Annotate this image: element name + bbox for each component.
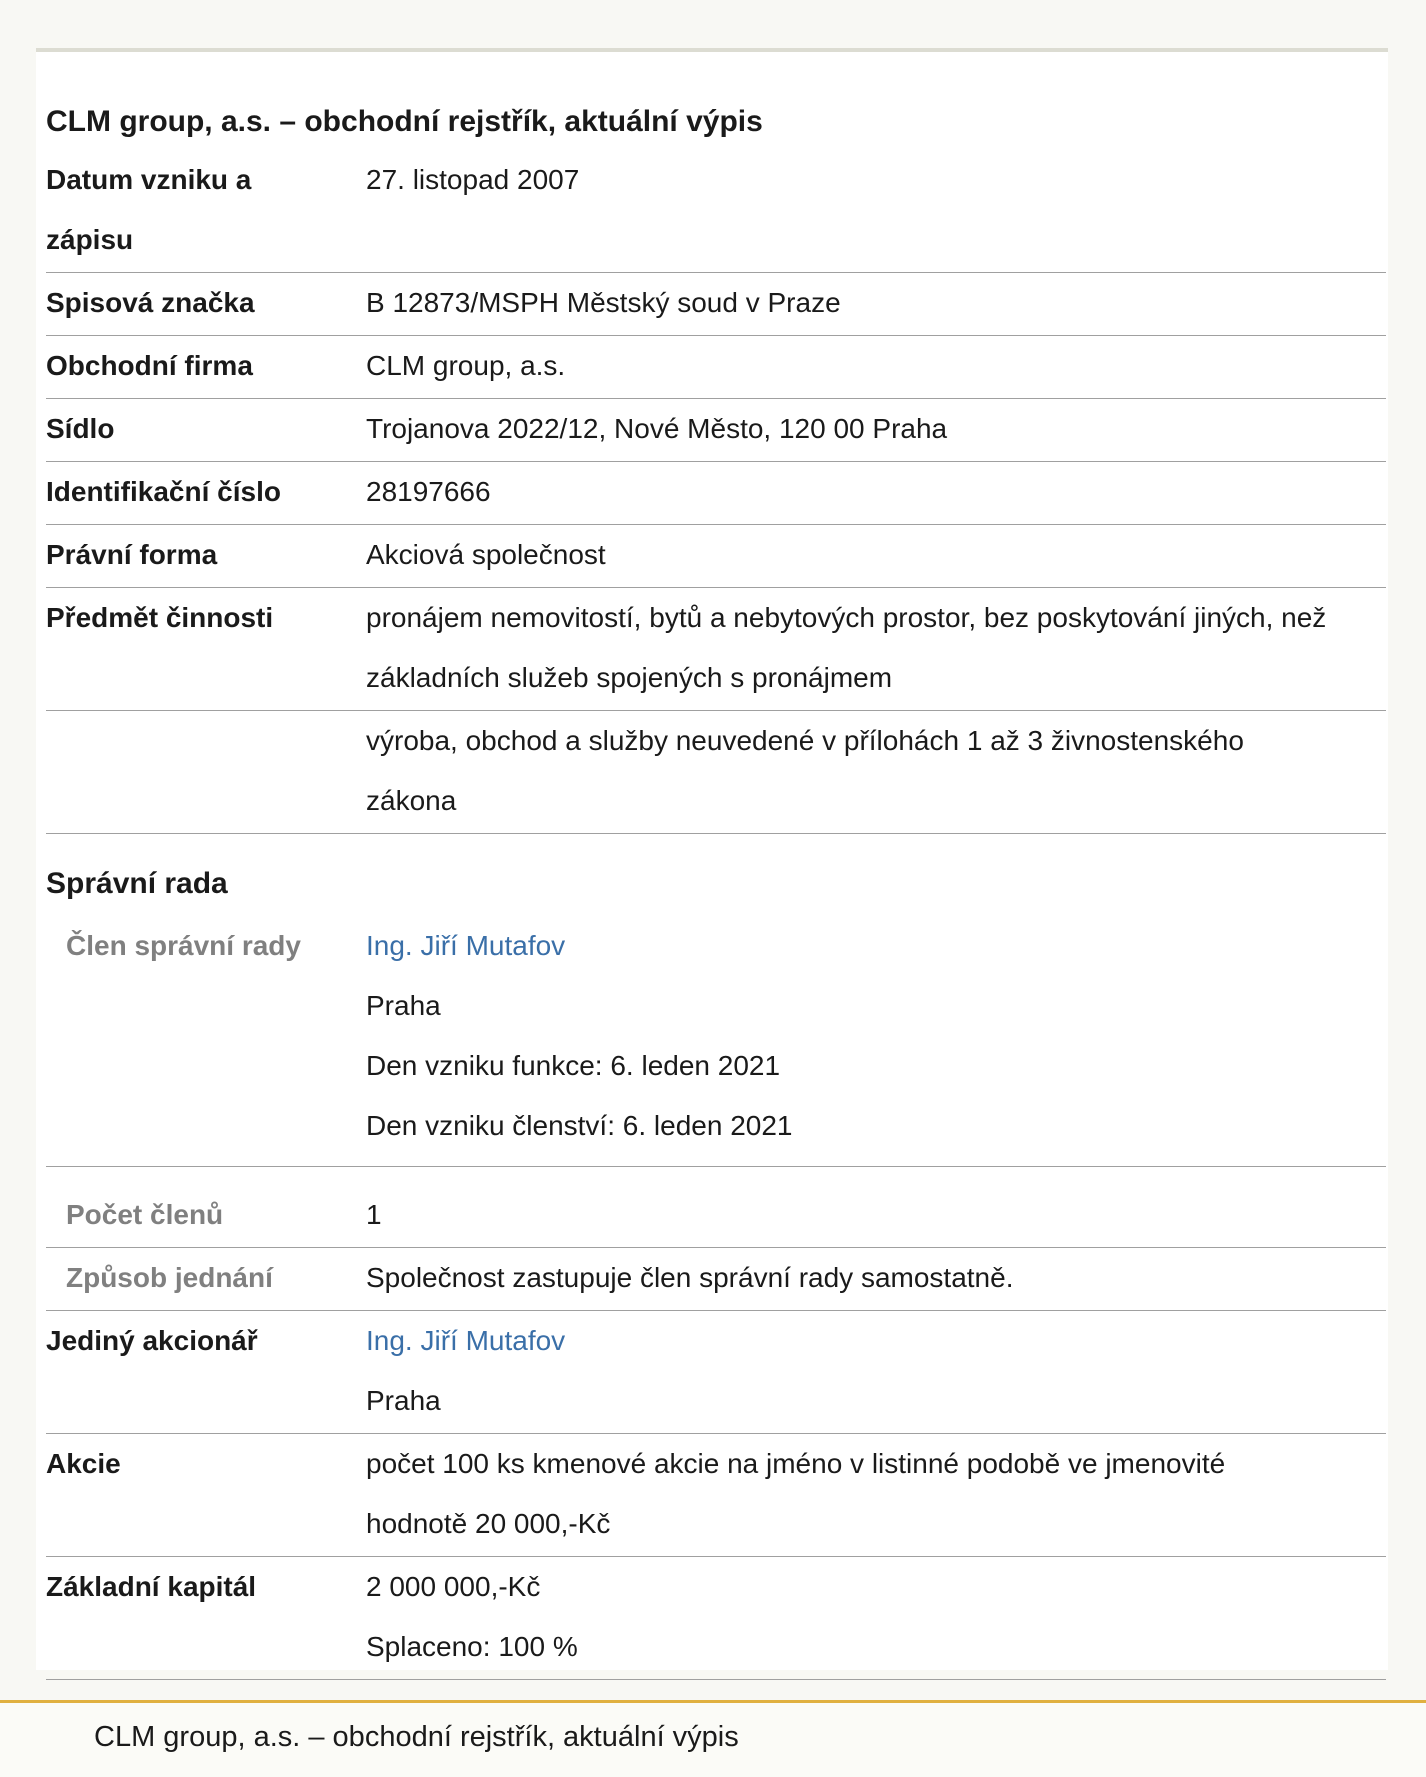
section-heading: Správní rada bbox=[46, 867, 228, 900]
row-label-sidlo: Sídlo bbox=[46, 413, 115, 444]
capital-label: Základní kapitál bbox=[46, 1571, 257, 1602]
table-row bbox=[46, 1311, 1386, 1434]
table-row bbox=[46, 525, 1386, 588]
row-value-ico: 28197666 bbox=[366, 476, 491, 507]
row-value-sidlo: Trojanova 2022/12, Nové Město, 120 00 Praha bbox=[366, 413, 948, 444]
board-member-city: Praha bbox=[366, 990, 441, 1021]
table-row bbox=[46, 462, 1386, 525]
table-row bbox=[46, 916, 1386, 1167]
section-heading-row bbox=[46, 834, 1386, 917]
row-value-predmet-2: výroba, obchod a služby neuvedené v přílohách 1 až 3 živnostenského zákona bbox=[366, 725, 1244, 816]
row-value-forma: Akciová společnost bbox=[366, 539, 606, 570]
page-footer bbox=[0, 1700, 1426, 1777]
table-row bbox=[46, 336, 1386, 399]
row-label-forma: Právní forma bbox=[46, 539, 218, 570]
row-label-datum: Datum vzniku a zápisu bbox=[46, 164, 252, 255]
row-value-datum: 27. listopad 2007 bbox=[366, 164, 580, 195]
footer-text: CLM group, a.s. – obchodní rejstřík, aktuální výpis bbox=[94, 1721, 739, 1753]
board-acting-label: Způsob jednání bbox=[66, 1262, 273, 1293]
table-row bbox=[46, 150, 1386, 273]
capital-paid: Splaceno: 100 % bbox=[366, 1631, 578, 1662]
capital-value: 2 000 000,-Kč bbox=[366, 1571, 541, 1602]
board-acting-value: Společnost zastupuje člen správní rady samostatně. bbox=[366, 1262, 1014, 1293]
table-row bbox=[46, 1248, 1386, 1311]
board-count-value: 1 bbox=[366, 1199, 382, 1230]
table-row bbox=[46, 711, 1386, 834]
row-value-spis: B 12873/MSPH Městský soud v Praze bbox=[366, 287, 841, 318]
table-row bbox=[46, 1434, 1386, 1557]
board-member-link[interactable]: Ing. Jiří Mutafov bbox=[366, 930, 566, 961]
board-count-label: Počet členů bbox=[66, 1199, 224, 1230]
table-row bbox=[46, 273, 1386, 336]
row-value-predmet-1: pronájem nemovitostí, bytů a nebytových prostor, bez poskytování jiných, než základních služeb spojených s pronájmem bbox=[366, 602, 1327, 693]
board-member-label: Člen správní rady bbox=[66, 930, 301, 961]
row-label-predmet: Předmět činnosti bbox=[46, 602, 274, 633]
register-table bbox=[46, 150, 1386, 1680]
page-title: CLM group, a.s. – obchodní rejstřík, aktuální výpis bbox=[46, 105, 763, 138]
table-row bbox=[46, 399, 1386, 462]
table-row bbox=[46, 1167, 1386, 1248]
board-member-function-start: Den vzniku funkce: 6. leden 2021 bbox=[366, 1050, 781, 1081]
register-card bbox=[36, 48, 1388, 1670]
row-value-firma: CLM group, a.s. bbox=[366, 350, 566, 381]
shares-value: počet 100 ks kmenové akcie na jméno v listinné podobě ve jmenovité hodnotě 20 000,-Kč bbox=[366, 1448, 1226, 1539]
row-label-spis: Spisová značka bbox=[46, 287, 255, 318]
table-row bbox=[46, 1557, 1386, 1680]
shares-label: Akcie bbox=[46, 1448, 121, 1479]
row-label-ico: Identifikační číslo bbox=[46, 476, 281, 507]
table-row bbox=[46, 588, 1386, 711]
row-label-firma: Obchodní firma bbox=[46, 350, 253, 381]
shareholder-label: Jediný akcionář bbox=[46, 1325, 258, 1356]
board-member-membership-start: Den vzniku členství: 6. leden 2021 bbox=[366, 1110, 793, 1141]
shareholder-city: Praha bbox=[366, 1385, 441, 1416]
shareholder-link[interactable]: Ing. Jiří Mutafov bbox=[366, 1325, 566, 1356]
